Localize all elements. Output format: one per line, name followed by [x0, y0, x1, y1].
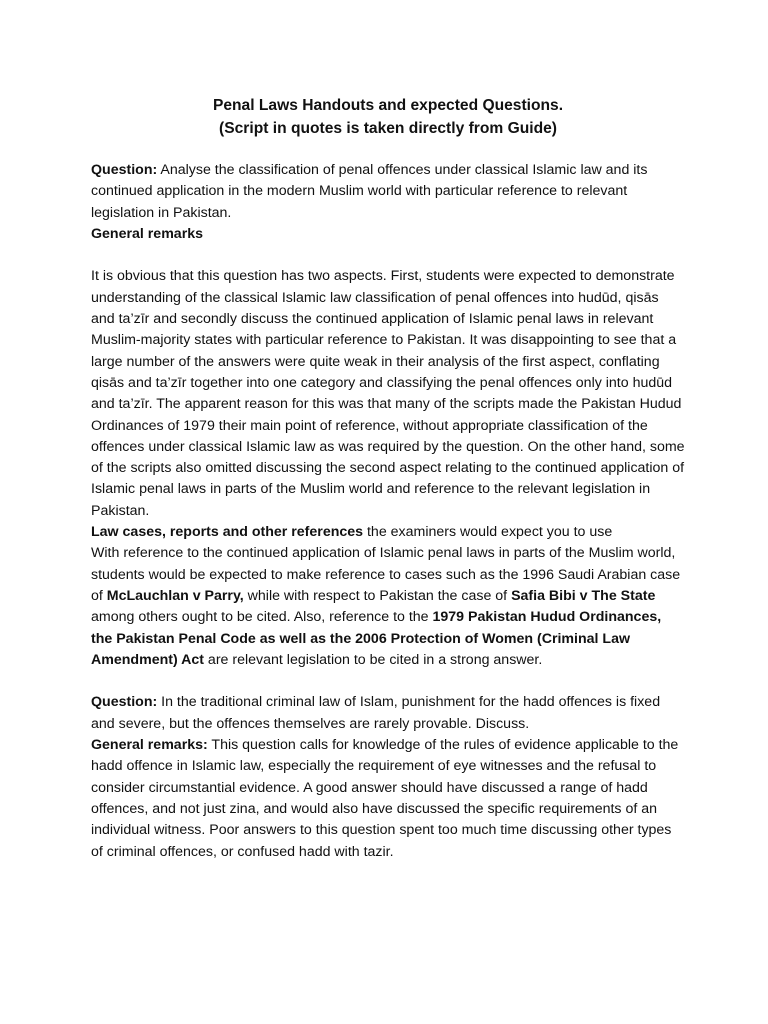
question-2-paragraph	[91, 692, 685, 735]
law-text-1: With reference to the continued application of Islamic penal laws in parts of the Muslim world, students would be expected to make reference to cases such as the 1996 Saudi Arabian case of	[91, 545, 681, 604]
case-mclauchlan-v-parry: McLauchlan v Parry,	[106, 587, 244, 604]
law-cases-heading-paragraph	[91, 522, 685, 543]
document-page	[91, 94, 685, 863]
question-2-text: In the traditional criminal law of Islam, punishment for the hadd offences is fixed and severe, but the offences themselves are rarely provable. Discuss.	[91, 694, 661, 732]
law-text-3: among others ought to be cited. Also, reference to the	[91, 609, 433, 626]
title-line-2: (Script in quotes is taken directly from Guide)	[219, 120, 557, 137]
general-remarks-heading-text: General remarks	[91, 225, 203, 242]
question-2-label: Question:	[91, 694, 158, 711]
law-cases-heading: Law cases, reports and other references	[91, 524, 364, 541]
question-1-paragraph	[91, 160, 685, 224]
law-cases-suffix: the examiners would expect you to use	[363, 524, 613, 541]
legislation-references: 1979 Pakistan Hudud Ordinances, the Pakistan Penal Code as well as the 2006 Protection of Women (Criminal Law Amendment) Act	[91, 609, 662, 668]
document-title	[91, 94, 685, 140]
general-remarks-heading	[91, 224, 685, 245]
question-2-remarks-label: General remarks:	[91, 737, 208, 754]
law-text-2: while with respect to Pakistan the case of	[243, 587, 512, 604]
title-line-1: Penal Laws Handouts and expected Questions.	[212, 97, 564, 114]
law-cases-paragraph	[91, 543, 685, 671]
remarks-body-paragraph: It is obvious that this question has two aspects. First, students were expected to demonstrate understanding of the classical Islamic law classification of penal offences into hudūd, qisās and ta’zīr and secondly discuss the continued application of Islamic penal laws in relevant Muslim-majority states with particular reference to Pakistan. It was disappointing to see that a large number of the answers were quite weak in their analysis of the first aspect, conflating qisās and ta’zīr together into one category and classifying the penal offences only into hudūd and ta’zīr. The apparent reason for this was that many of the scripts made the Pakistan Hudud Ordinances of 1979 their main point of reference, without appropriate classification of the offences under classical Islamic law as was required by the question. On the other hand, some of the scripts also omitted discussing the second aspect relating to the continued application of Islamic penal laws in parts of the Muslim world and reference to the relevant legislation in Pakistan.	[91, 268, 685, 519]
question-1-label: Question:	[91, 162, 158, 178]
law-text-4: are relevant legislation to be cited in a strong answer.	[203, 651, 543, 668]
question-2-remarks-paragraph	[91, 735, 685, 863]
question-2-remarks-text: This question calls for knowledge of the rules of evidence applicable to the hadd offence in Islamic law, especially the requirement of eye witnesses and the refusal to consider circumstantial evidence. A good answer should have discussed a range of hadd offences, and not just zina, and would also have discussed the specific requirements of an individual witness. Poor answers to this question spent too much time discussing other types of criminal offences, or confused hadd with tazir.	[91, 737, 679, 860]
paragraph-spacer	[91, 671, 685, 692]
case-safia-bibi-v-the-state: Safia Bibi v The State	[511, 587, 656, 604]
paragraph-spacer	[91, 245, 685, 266]
question-1-text: Analyse the classification of penal offences under classical Islamic law and its continued application in the modern Muslim world with particular reference to relevant legislation in Pakistan.	[91, 162, 648, 221]
